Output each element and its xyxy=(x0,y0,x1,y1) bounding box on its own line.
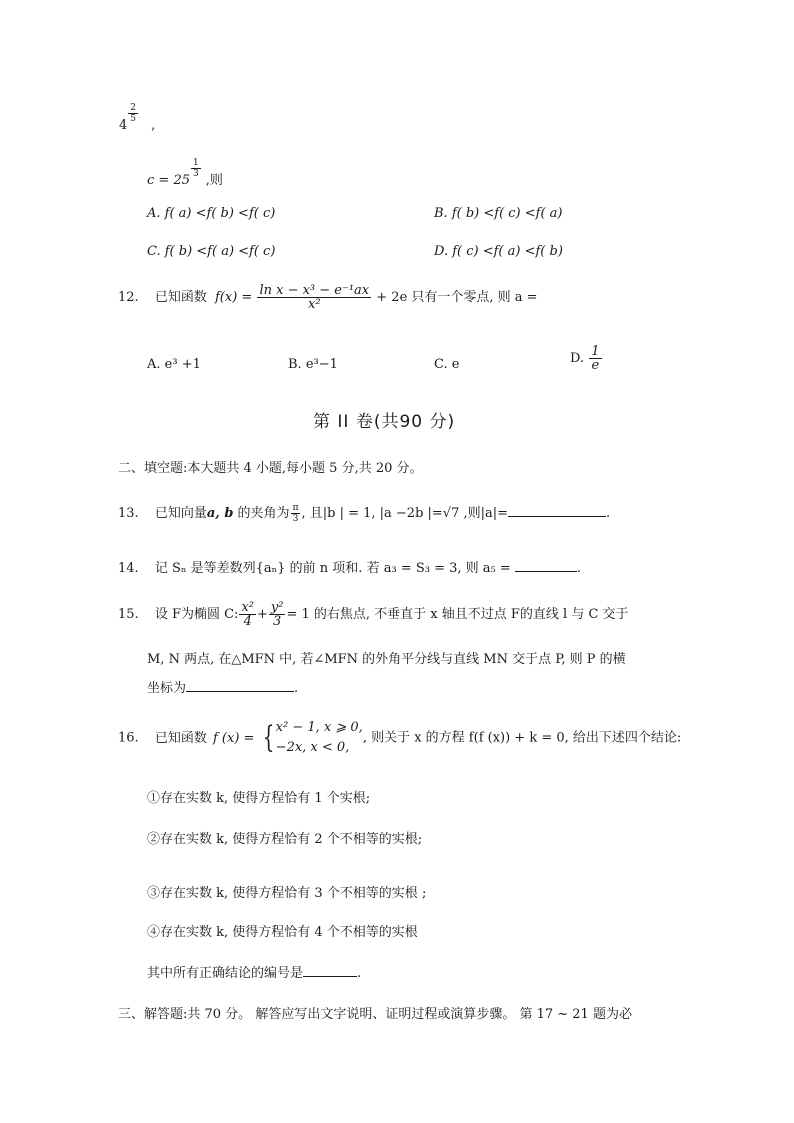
q11-c-exp-den: 3 xyxy=(192,169,199,179)
left-brace-icon: { xyxy=(262,720,274,755)
q11-c-suffix: ,则 xyxy=(205,173,223,188)
q15-frac1-num: x² xyxy=(241,600,254,615)
q14-stem xyxy=(118,557,581,576)
q12-func-lhs: f(x) = xyxy=(214,290,253,305)
q11-c-value xyxy=(147,158,223,188)
q16-statement-3: ③存在实数 k, 使得方程恰有 3 个不相等的实根 ; xyxy=(147,886,427,901)
q12-option-b[interactable]: B. e³−1 xyxy=(288,357,338,372)
q16-question-text: 其中所有正确结论的编号是 xyxy=(147,966,304,981)
q15-line1 xyxy=(118,601,629,628)
q16-stem xyxy=(118,718,681,758)
q15-line3 xyxy=(147,677,298,696)
q13-angle-num: π xyxy=(292,503,299,513)
q13-t1: 已知向量 xyxy=(154,506,207,521)
q11-option-c[interactable]: C. f( b) <f( a) <f( c) xyxy=(147,244,276,259)
q13-t2: 的夹角为 xyxy=(233,506,290,521)
q11-option-b[interactable]: B. f( b) <f( c) <f( a) xyxy=(434,206,563,221)
q13-end: . xyxy=(606,506,611,521)
q16-statement-2: ②存在实数 k, 使得方程恰有 2 个不相等的实根; xyxy=(147,832,423,847)
q15-answer-blank[interactable] xyxy=(186,679,294,692)
q16-piecewise xyxy=(276,718,363,758)
q13-vectors: a, b xyxy=(206,506,234,521)
q13-angle-den: 3 xyxy=(292,514,299,524)
q16-t2: , 则关于 x 的方程 f(f (x)) + k = 0, 给出下述四个结论: xyxy=(362,730,682,746)
q11-c-prefix: c = 25 xyxy=(147,173,190,188)
q13-answer-blank[interactable] xyxy=(508,504,606,517)
q16-case2: −2x, x < 0, xyxy=(275,740,350,755)
q11-b-base: 4 xyxy=(119,118,128,133)
q16-answer-blank[interactable] xyxy=(303,964,357,977)
q11-b-value xyxy=(119,103,155,133)
q12-option-d-den: e xyxy=(591,358,600,373)
q13-t3: , 且|b | = 1, |a −2b |=√7 ,则|a|= xyxy=(301,506,509,521)
q11-b-exp-den: 5 xyxy=(130,114,137,124)
q14-end: . xyxy=(576,561,582,576)
q12-frac-num: ln x − x³ − e⁻¹ax xyxy=(259,283,370,298)
q16-statement-1: ①存在实数 k, 使得方程恰有 1 个实根; xyxy=(147,791,371,806)
q15-frac1-den: 4 xyxy=(243,614,252,629)
q16-t1: 已知函数 xyxy=(154,730,207,746)
q16-number: 16. xyxy=(118,730,139,746)
q15-frac2-num: y² xyxy=(270,600,284,615)
q15-number: 15. xyxy=(118,607,139,622)
q16-case1: x² − 1, x ⩾ 0, xyxy=(275,720,363,735)
q12-option-c[interactable]: C. e xyxy=(434,357,460,372)
q12-option-d-label: D. xyxy=(570,351,585,366)
q15-line3-text: 坐标为 xyxy=(147,681,187,696)
q11-c-exp-num: 1 xyxy=(192,158,199,168)
q12-prefix: 已知函数 xyxy=(154,290,207,305)
q12-fraction xyxy=(257,284,371,311)
q12-option-d[interactable] xyxy=(570,345,603,372)
q16-statement-4: ④存在实数 k, 使得方程恰有 4 个不相等的实根 xyxy=(147,925,418,940)
q12-frac-den: x² xyxy=(308,297,321,312)
q12-option-a[interactable]: A. e³ +1 xyxy=(147,357,201,372)
section2-heading: 第 II 卷(共90 分) xyxy=(313,412,456,432)
q16-question xyxy=(147,962,361,981)
q11-b-sep: , xyxy=(151,118,156,133)
q14-answer-blank[interactable] xyxy=(515,559,577,572)
q13-stem xyxy=(118,502,610,524)
q16-end: . xyxy=(357,966,362,981)
q13-number: 13. xyxy=(118,506,139,521)
q11-option-d[interactable]: D. f( c) <f( a) <f( b) xyxy=(434,244,563,259)
q14-text: 记 Sₙ 是等差数列{aₙ} 的前 n 项和. 若 a₃ = S₃ = 3, 则 a₅ = xyxy=(154,561,511,576)
section3-intro: 三、解答题:共 70 分。 解答应写出文字说明、证明过程或演算步骤。 第 17 ~ 21 题为必 xyxy=(118,1007,632,1022)
q12-option-d-num: 1 xyxy=(591,344,600,359)
q16-func-lhs: f (x) = xyxy=(212,730,255,746)
q12-number: 12. xyxy=(118,290,139,305)
q15-plus: + xyxy=(257,607,268,622)
q11-b-exp-num: 2 xyxy=(130,103,137,113)
q15-line2: M, N 两点, 在△MFN 中, 若∠MFN 的外角平分线与直线 MN 交于点 P, 则 P 的横 xyxy=(147,652,626,667)
section2-intro: 二、填空题:本大题共 4 小题,每小题 5 分,共 20 分。 xyxy=(118,461,423,476)
q15-frac2-den: 3 xyxy=(273,614,282,629)
q14-number: 14. xyxy=(118,561,139,576)
q12-suffix: + 2e 只有一个零点, 则 a = xyxy=(376,290,538,305)
q12-stem xyxy=(118,284,538,311)
q11-option-a[interactable]: A. f( a) <f( b) <f( c) xyxy=(147,206,276,221)
q15-end: . xyxy=(294,681,299,696)
q15-t2: = 1 的右焦点, 不垂直于 x 轴且不过点 F的直线 l 与 C 交于 xyxy=(286,607,629,622)
q15-t1: 设 F为椭圆 C: xyxy=(154,607,239,622)
